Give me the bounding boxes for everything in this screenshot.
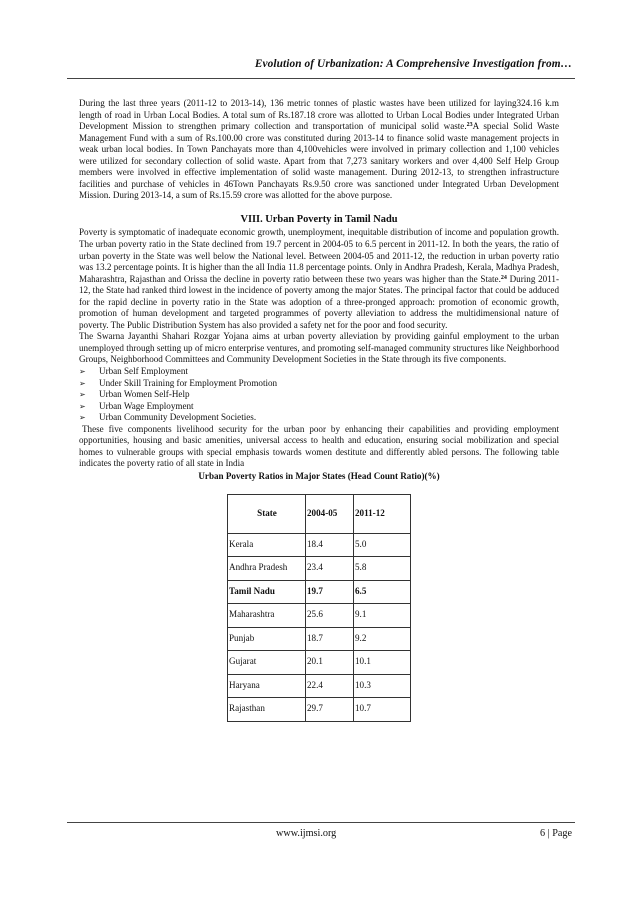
paragraph-text: During 2011-12, the State had ranked third lowest in the incidence of poverty among the major States. The principal factor that could be adduced for the rapid decline in poverty ratio in the State was adoption of a three-pronged approach: promotion of economic growth, promotion of human development and targeted programmes of poverty alleviation to address the multidimensional nature of poverty. The Public Distribution System has also provided a safety net for the poor and food security.: [79, 273, 559, 330]
table-row: [228, 674, 411, 698]
list-item: [79, 366, 559, 378]
state-cell: Maharashtra: [228, 604, 306, 628]
poverty-ratio-table: [227, 494, 411, 722]
state-cell: Haryana: [228, 674, 306, 698]
list-item-text: Urban Community Development Societies.: [99, 412, 257, 423]
state-cell: Kerala: [228, 533, 306, 557]
running-header: Evolution of Urbanization: A Comprehensive Investigation from…: [254, 58, 572, 70]
components-list: [79, 366, 559, 424]
table-row: [228, 580, 411, 604]
value-2011-12-cell: 5.8: [354, 557, 411, 581]
state-cell: Gujarat: [228, 651, 306, 675]
section-heading: VIII. Urban Poverty in Tamil Nadu: [240, 213, 398, 225]
reference-marker: 24: [500, 274, 507, 281]
header-divider: [67, 78, 575, 79]
list-item: [79, 412, 559, 424]
table-row: [228, 627, 411, 651]
arrow-bullet-icon: ➢: [79, 378, 86, 388]
paragraph-text: A special Solid Waste Management Fund with a sum of Rs.100.00 crore was constituted during 2013-14 to finance solid waste management projects in weak urban local bodies. In Town Panchayats more than 4,100vehicles were involved in primary collection and 1,100 vehicles were utilized for secondary collection of solid waste. Apart from that 7,273 sanitary workers and over 4,400 Self Help Group members were involved in effective implementation of solid waste management. During 2012-13, to strengthen infrastructure facilities and purchase of vehicles in 46Town Panchayats Rs.9.50 crore was sanctioned under Integrated Urban Development Mission. During 2013-14, a sum of Rs.15.59 crore was allotted for the above purpose.: [79, 121, 559, 201]
value-2004-05-cell: 25.6: [306, 604, 354, 628]
table-row: [228, 651, 411, 675]
state-cell: Rajasthan: [228, 698, 306, 722]
value-2004-05-cell: 18.7: [306, 627, 354, 651]
value-2004-05-cell: 18.4: [306, 533, 354, 557]
reference-marker: 23: [466, 122, 473, 129]
paragraph-components: These five components livelihood security for the urban poor by enhancing their capabilities and providing employment opportunities, housing and basic amenities, universal access to health and education, ensuring social mobilization and special homes to vulnerable groups with special emphasis towards women destitute and differently abled persons. The following table indicates the poverty ratio of all state in India: [79, 423, 559, 469]
value-2011-12-cell: 10.3: [354, 674, 411, 698]
table-row: [228, 557, 411, 581]
value-2011-12-cell: 9.2: [354, 627, 411, 651]
list-item: [79, 389, 559, 401]
value-2004-05-cell: 23.4: [306, 557, 354, 581]
arrow-bullet-icon: ➢: [79, 367, 86, 377]
state-cell: Tamil Nadu: [228, 580, 306, 604]
list-item-text: Urban Self Employment: [99, 366, 188, 377]
value-2011-12-cell: 10.7: [354, 698, 411, 722]
list-item: [79, 401, 559, 413]
value-2004-05-cell: 20.1: [306, 651, 354, 675]
column-header-2011-12: 2011-12: [354, 494, 411, 533]
column-header-state: State: [228, 494, 306, 533]
value-2004-05-cell: 19.7: [306, 580, 354, 604]
table-caption: Urban Poverty Ratios in Major States (Head Count Ratio)(%): [198, 470, 440, 481]
paragraph-sjsry: The Swarna Jayanthi Shahari Rozgar Yojana aims at urban poverty alleviation by providing gainful employment to the urban unemployed through setting up of micro enterprise ventures, and promoting self-managed community structures like Neighborhood Groups, Neighborhood Committees and Community Development Societies in the State through its five components.: [79, 331, 559, 365]
list-item-text: Urban Wage Employment: [99, 400, 194, 411]
footer-divider: [67, 822, 575, 823]
state-cell: Andhra Pradesh: [228, 557, 306, 581]
value-2011-12-cell: 9.1: [354, 604, 411, 628]
arrow-bullet-icon: ➢: [79, 390, 86, 400]
list-item-text: Under Skill Training for Employment Promotion: [99, 377, 278, 388]
list-item: [79, 378, 559, 390]
list-item-text: Urban Women Self-Help: [99, 389, 190, 400]
table-row: [228, 604, 411, 628]
paragraph-text: Poverty is symptomatic of inadequate economic growth, unemployment, inequitable distribution of income and population growth. The urban poverty ratio in the State declined from 19.7 percent in 2004-05 to 6.5 percent in 2011-12. In both the years, the ratio of urban poverty in the State was well below the National level. Between 2004-05 and 2011-12, the reduction in urban poverty ratio was 13.2 percentage points. It is higher than the all India 11.8 percentage points. Only in Andhra Pradesh, Kerala, Madhya Pradesh, Maharashtra, Rajasthan and Orissa the decline in poverty ratio between these two years was higher than the State.: [79, 227, 559, 284]
arrow-bullet-icon: ➢: [79, 413, 86, 423]
value-2004-05-cell: 22.4: [306, 674, 354, 698]
footer-url: www.ijmsi.org: [276, 828, 337, 839]
value-2004-05-cell: 29.7: [306, 698, 354, 722]
value-2011-12-cell: 5.0: [354, 533, 411, 557]
paragraph-poverty: [79, 227, 559, 331]
table-row: [228, 698, 411, 722]
arrow-bullet-icon: ➢: [79, 401, 86, 411]
page-number: 6 | Page: [539, 828, 572, 839]
paragraph-text: During the last three years (2011-12 to 2013-14), 136 metric tonnes of plastic wastes have been utilized for laying324.16 k.m length of road in Urban Local Bodies. A total sum of Rs.187.18 crore was allotted to Urban Local Bodies under Integrated Urban Development Mission to strengthen primary collection and transportation of municipal solid waste.: [79, 98, 559, 132]
paragraph-solid-waste: [79, 98, 559, 202]
value-2011-12-cell: 6.5: [354, 580, 411, 604]
article-body: [79, 98, 559, 722]
table-header-row: [228, 494, 411, 533]
value-2011-12-cell: 10.1: [354, 651, 411, 675]
column-header-2004-05: 2004-05: [306, 494, 354, 533]
state-cell: Punjab: [228, 627, 306, 651]
poverty-table-wrapper: [227, 494, 559, 722]
table-row: [228, 533, 411, 557]
